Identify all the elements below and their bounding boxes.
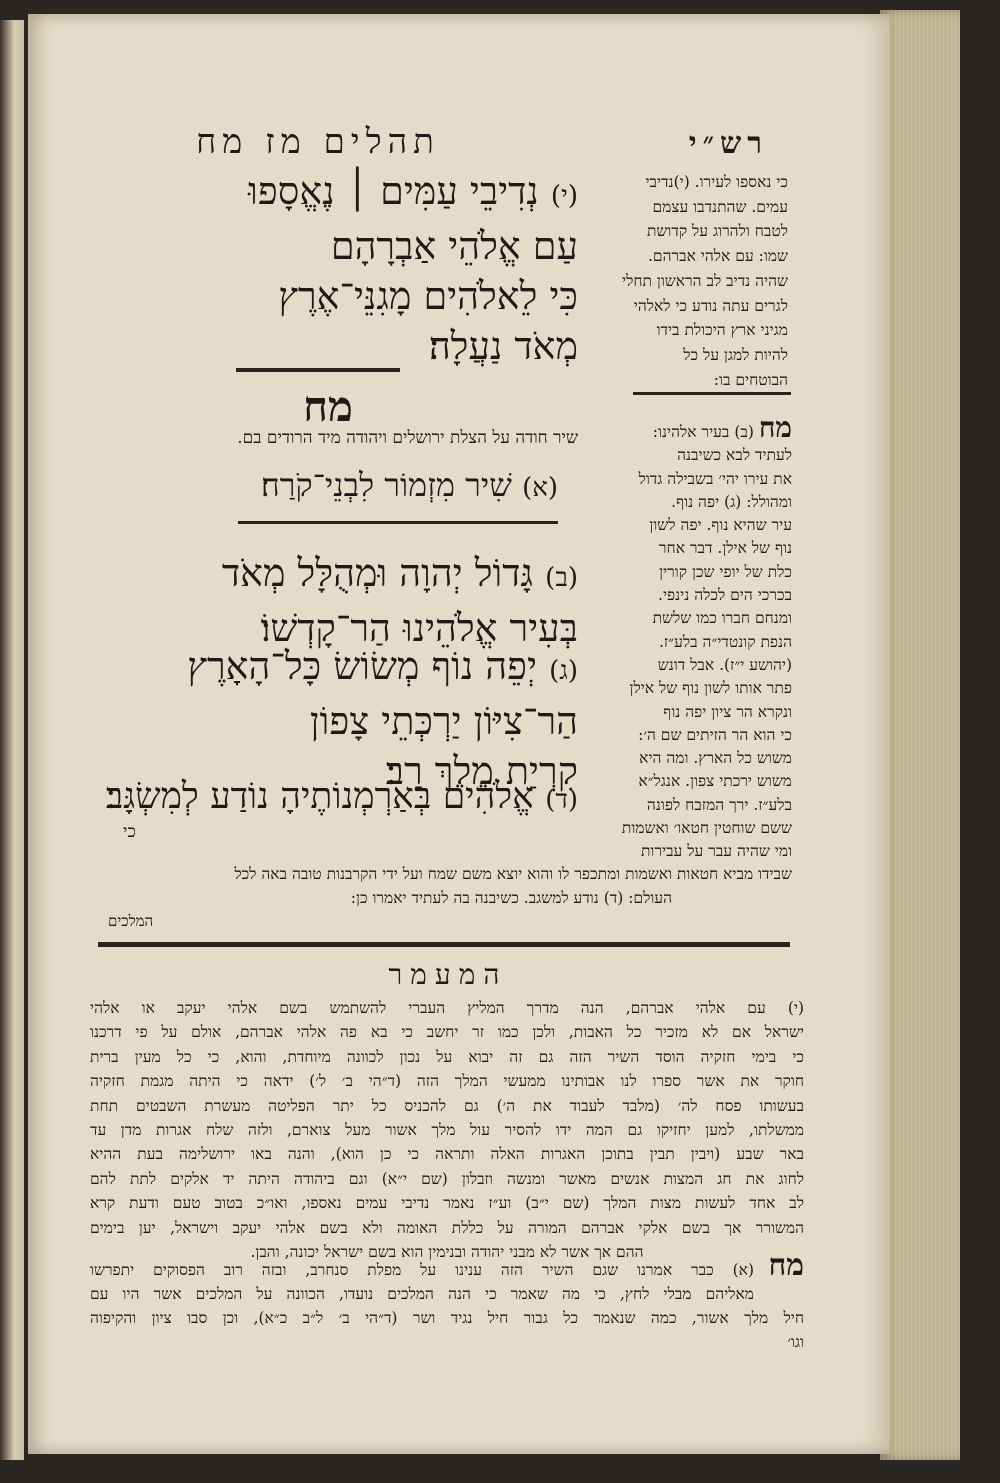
rashi-line: לגרים עתה נודע כי לאלהי xyxy=(633,296,788,315)
rashi-line: משוש כל הארץ. ומה היא xyxy=(639,749,792,768)
verse-number: (ד) xyxy=(545,785,578,815)
running-header: תהלים מז מח xyxy=(196,122,440,162)
psalm48-verse4 xyxy=(88,772,578,825)
rashi-line: ונקרא הר ציון יפה נוף xyxy=(663,702,792,721)
meamar-line: ממשלתו, למען יחזיקו גם המה ידו להסיר עול מלך אשור מעל צוארם, ולזה שלח אגרות מדן עד xyxy=(90,1121,804,1140)
rashi-line: בלע״ז. ירך המזבח לפונה xyxy=(646,795,792,814)
meamar-title: המעמר xyxy=(388,958,508,991)
rashi-line: העולם: (ד) נודע למשגב. כשיבנה בה לעתיד יאמרו כן: xyxy=(350,889,672,907)
rashi-line: כי הוא הר הזיתים שם ה׳: xyxy=(638,725,792,744)
catchword: כי xyxy=(123,822,136,842)
rashi-line: פתר אותו לשון נוף של אילן xyxy=(629,679,792,698)
chapter-number: מח xyxy=(303,382,353,431)
verse-line: בְּעִיר אֱלֹהֵינוּ הַר־קָדְשׁוֹ׃ xyxy=(260,606,578,650)
book-page xyxy=(28,14,890,1454)
rashi-line: כלת של יופי שכן קורין xyxy=(659,562,792,581)
meamar-line: המשורר אך בשם אלקי אברהם המורה על כללת האומה ולא בשם אלהי יעקב וישראל, יען בימים xyxy=(90,1218,804,1237)
psalm48-verse1 xyxy=(178,466,558,504)
rashi-line: שבידו מביא חטאות ואשמות ומתכפר לו והוא יוצא משם שמח ועל ידי הקרבנות טובה באה לכל xyxy=(234,865,792,883)
rashi-chapter-marker: מח xyxy=(758,411,792,444)
meamar-line: ההם אך אשר לא מבני יהודה ובנימין הוא בשם ישראל יכונה, והבן. xyxy=(250,1243,644,1262)
verse-line: כִּי לֵאלֹהִים מָגִנֵּי־אֶרֶץ xyxy=(278,274,578,318)
verse-line: יְפֵה נוֹף מְשׂוֹשׂ כָּל־הָאָרֶץ xyxy=(187,644,538,688)
catchword: המלכים xyxy=(108,912,154,930)
section-divider-rule xyxy=(98,942,790,947)
verse-line: נְדִיבֵי עַמִּים ׀ נֶאֱסָפוּ xyxy=(248,169,539,213)
facing-page-edge xyxy=(0,20,24,1460)
rashi-commentary-psalm48 xyxy=(568,411,792,864)
meamar-line: בעשותו פסח לה׳ (מלבד לעבוד את ה׳) גם להכניס כל יתר הפליטה מעשרת השבטים תחת xyxy=(90,1096,804,1115)
meamar-line: חוקר את אשר ספרו לנו אבותינו ממעשי המלך הזה (ד״הי ב׳ ל׳) ידאה כי היתה מגמת חזקיה xyxy=(90,1072,804,1091)
rashi-line: ומי שהיה עבר על עבירות xyxy=(640,842,792,861)
verse-line: גָּדוֹל יְהוָה וּמְהֻלָּל מְאֹד xyxy=(221,551,534,595)
divider-rule xyxy=(236,368,400,372)
rashi-line: את עירו יהי׳ בשבילה גדול xyxy=(638,469,792,488)
verse-line: קִרְיַת מֶלֶךְ רָב׃ xyxy=(385,749,578,793)
rashi-commentary-wide xyxy=(90,862,792,910)
rashi-line: לעתיד לבא כשיבנה xyxy=(677,446,792,465)
rashi-line: עיר שהיא נוף. יפה לשון xyxy=(649,516,792,535)
verse-text: שִׁיר מִזְמוֹר לִבְנֵי־קֹרַח׃ xyxy=(260,466,512,504)
rashi-line: ומנחם חברו כמו שלשת xyxy=(652,609,792,628)
rashi-line: עמים. שהתנדבו עצמם xyxy=(652,197,788,216)
rashi-line: כי נאספו לעירו. (י)נדיבי xyxy=(645,173,788,191)
rashi-line: ששם שוחטין חטאו׳ ואשמות xyxy=(621,819,792,838)
book-page-edges xyxy=(880,10,960,1460)
rashi-line: ומהולל: (ג) יפה נוף. xyxy=(671,492,792,511)
meamar-line: חיל מלך אשור, כמה שנאמר כל גבור חיל נגיד ושר (ד״הי ב׳ ל״ב כ״א), וכן סבו ציון והקיפוה xyxy=(90,1309,804,1327)
rashi-line: משוש ירכתי צפון. אנגל״א xyxy=(638,772,792,791)
psalm47-verse10 xyxy=(198,166,578,371)
meamar-line: (א) כבר אמרנו שגם השיר הזה ענינו על מפלת סנחרב, ובזה רוב הפסוקים יתפרשו xyxy=(90,1261,754,1279)
verse-line: מְאֹד נַעֲלָה׃ xyxy=(428,324,578,368)
meamar-line: לב אחד לעשות מצות המלך (שם י״ב) וע״ז נאמר נדיבי עמים נאספו, ואו״כ בטוב טעם ודעת קרא xyxy=(90,1194,804,1213)
meamar-line: לחוג את חג המצות אנשים מאשר ומנשה וזבלון (שם י״א) וגם ביהודה היתה יד אלקים לתת להם xyxy=(90,1169,804,1188)
verse-number: (ב) xyxy=(545,563,578,593)
verse-text: אֱלֹהִים בְּאַרְמְנוֹתֶיהָ נוֹדַע לְמִשְׂגָּב׃ xyxy=(105,776,534,817)
rashi-line: בכרכי הים לכלה נינפי. xyxy=(658,586,792,605)
rashi-line: (יהושע י״ז). אבל דונש xyxy=(657,655,792,674)
verse-number: (ג) xyxy=(549,656,578,686)
meamar-line: ישראל אם לא מזכיר כל האבות, ולכן כמו זר יחשב כי בא פה אלהי אברהם, אולם על פי דרכנו xyxy=(90,1023,804,1042)
rashi-line: שהיה נדיב לב הראשון תחלי xyxy=(622,271,788,290)
rashi-line: הנפת קונטדי״ה בלע״ז. xyxy=(659,632,792,651)
meamar-line: מאליהם מבלי לחץ, כי מה שאמר כי הנה המלכים נועדו, הכוונה על המלכים אשר היו עם xyxy=(90,1285,754,1303)
rashi-line: נוף של אילן. דבר אחר xyxy=(658,539,792,558)
verse-line: עַם אֱלֹהֵי אַבְרָהָם xyxy=(330,224,578,268)
rashi-line: (ב) בעיר אלהינו: xyxy=(652,423,754,441)
rashi-header: רש״י xyxy=(688,126,768,161)
rashi-line: לטבח ולהרוג על קדושת xyxy=(646,222,788,241)
meamar-commentary xyxy=(90,996,804,1264)
rashi-line: הבוטחים בו: xyxy=(713,370,788,389)
meamar-chapter-marker: מח xyxy=(768,1248,804,1283)
meamar-line: (י) עם אלהי אברהם, הנה מדרך המליץ העברי להשתמש בשם אלהי יעקב או אלהי xyxy=(90,999,804,1017)
rashi-line: מגיני ארץ היכולת בידו xyxy=(656,321,788,340)
verse-number: (א) xyxy=(522,473,558,503)
rashi-line: להיות למגן על כל xyxy=(683,345,788,364)
verse-number: (י) xyxy=(550,181,578,211)
chapter-summary: שיר חודה על הצלת ירושלים ויהודה מיד הרודים בם. xyxy=(237,428,578,448)
meamar-line: כי בימי חזקיה הוסד השיר הזה גם זה יבוא על נכון לכוונה מיוחדת, והוא, כי כל מעין ברית xyxy=(90,1047,804,1066)
meamar-line: וגו׳ xyxy=(787,1333,804,1351)
meamar-line: באר שבע (ויבין תבין בתוכן האגרות האלה ותראה כי כן הוא), והנה באו ירושלימה בעת ההיא xyxy=(90,1145,804,1164)
verse-line: הַר־צִיּוֹן יַרְכְּתֵי צָפוֹן xyxy=(309,699,578,743)
rashi-line: שמו: עם אלהי אברהם. xyxy=(647,247,788,266)
rashi-commentary-top xyxy=(588,170,788,392)
psalm48-verse2 xyxy=(168,548,578,653)
divider-rule xyxy=(238,521,558,524)
divider-rule xyxy=(633,392,791,395)
